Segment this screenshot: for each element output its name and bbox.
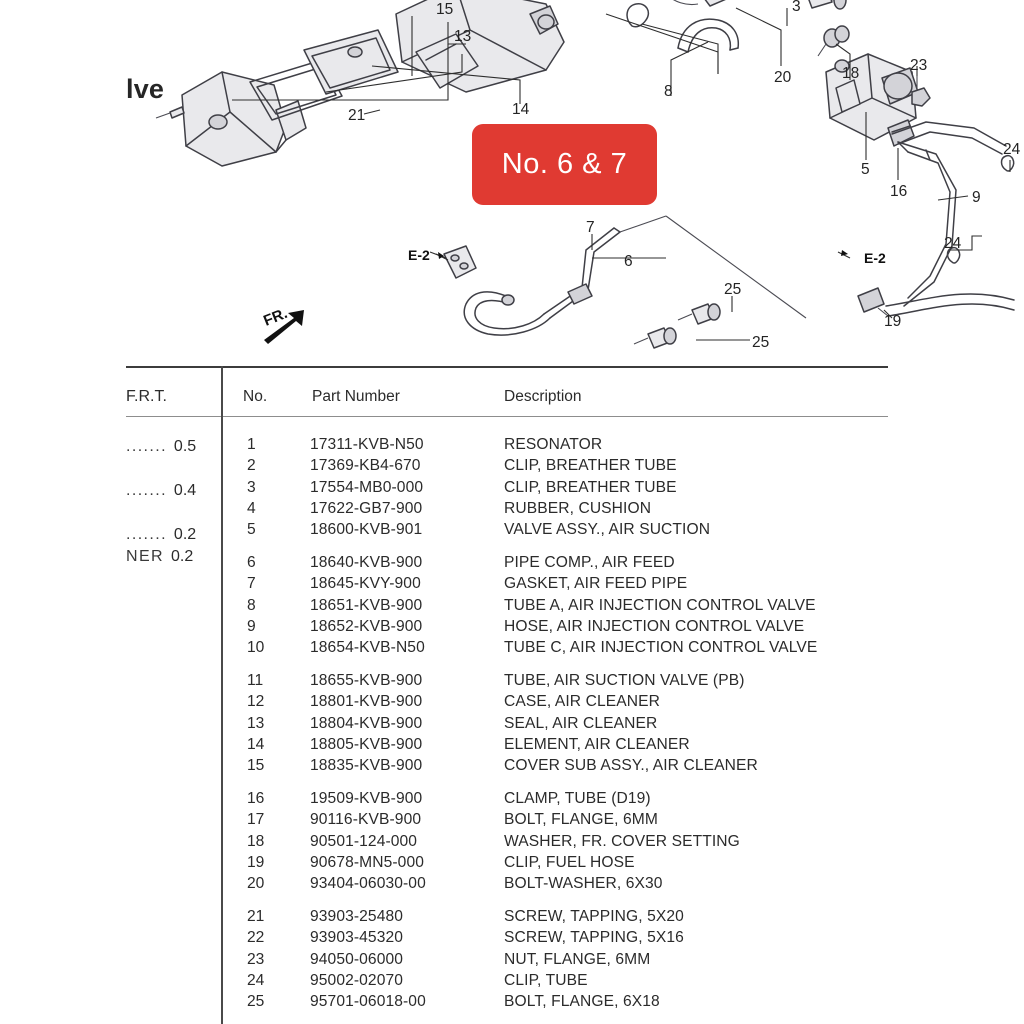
cell-part-number: 18600-KVB-901 <box>310 521 423 539</box>
cell-no: 10 <box>247 639 265 657</box>
direction-arrow-fr <box>261 305 304 344</box>
labor-time-leader: NER <box>126 548 164 565</box>
cell-no: 17 <box>247 811 265 829</box>
cell-description: CLIP, BREATHER TUBE <box>504 457 677 475</box>
table-row[interactable] <box>0 715 1024 736</box>
table-row[interactable] <box>0 500 1024 521</box>
cell-description: CLIP, BREATHER TUBE <box>504 478 677 496</box>
callout-15: 15 <box>436 1 454 18</box>
table-row[interactable] <box>0 521 1024 542</box>
callout-16: 16 <box>890 183 908 200</box>
cell-description: HOSE, AIR INJECTION CONTROL VALVE <box>504 617 805 635</box>
labor-time-leader: ....... <box>126 438 167 455</box>
callout-18: 18 <box>842 65 860 82</box>
cell-no: 11 <box>247 672 264 689</box>
cell-description: BOLT, FLANGE, 6MM <box>504 811 658 829</box>
table-header-rule <box>126 416 888 417</box>
cell-description: TUBE C, AIR INJECTION CONTROL VALVE <box>504 639 818 657</box>
table-row[interactable] <box>0 972 1024 993</box>
cell-no: 20 <box>247 875 265 893</box>
part-bolt-washer-20 <box>806 0 866 9</box>
cell-description: CLIP, TUBE <box>504 971 588 989</box>
table-row[interactable] <box>0 854 1024 875</box>
cell-description: CASE, AIR CLEANER <box>504 693 660 711</box>
callout-25-a: 25 <box>724 281 742 298</box>
svg-text:E-2: E-2 <box>408 247 430 263</box>
table-row[interactable] <box>0 479 1024 500</box>
cell-part-number: 18801-KVB-900 <box>310 693 423 711</box>
callout-14: 14 <box>512 101 530 118</box>
cell-no: 12 <box>247 693 265 711</box>
table-row[interactable] <box>0 736 1024 757</box>
table-row[interactable] <box>0 597 1024 618</box>
part-bolt-25-a <box>678 304 720 324</box>
callout-25-b: 25 <box>752 334 770 351</box>
cell-part-number: 18640-KVB-900 <box>310 554 423 571</box>
table-row[interactable] <box>0 575 1024 596</box>
cell-part-number: 18645-KVY-900 <box>310 575 421 593</box>
cell-no: 23 <box>247 950 265 968</box>
cell-part-number: 94050-06000 <box>310 950 404 968</box>
callout-9: 9 <box>972 189 981 206</box>
cell-part-number: 95701-06018-00 <box>310 993 426 1011</box>
cell-no: 24 <box>247 971 265 989</box>
cell-part-number: 18652-KVB-900 <box>310 617 423 635</box>
cell-part-number: 17369-KB4-670 <box>310 457 421 475</box>
annotation-badge <box>472 124 657 205</box>
cell-part-number: 90678-MN5-000 <box>310 853 424 871</box>
cell-no: 25 <box>247 993 265 1011</box>
table-row[interactable] <box>0 875 1024 896</box>
part-washer-18 <box>818 26 849 56</box>
cell-description: GASKET, AIR FEED PIPE <box>504 575 688 593</box>
column-header-no: No. <box>243 388 268 405</box>
labor-time-value: 0.5 <box>173 438 197 455</box>
callout-19: 19 <box>884 313 902 330</box>
cell-description: BOLT-WASHER, 6X30 <box>504 875 663 893</box>
cell-part-number: 93404-06030-00 <box>310 875 426 893</box>
cell-no: 6 <box>247 554 256 571</box>
cell-description: TUBE A, AIR INJECTION CONTROL VALVE <box>504 596 816 614</box>
part-hose-9 <box>898 142 956 306</box>
part-clip-fuel-hose-19 <box>858 288 888 316</box>
cell-no: 16 <box>247 790 265 807</box>
cell-no: 1 <box>247 436 256 453</box>
labor-time-value: 0.2 <box>173 526 197 543</box>
cell-description: CLIP, FUEL HOSE <box>504 853 635 871</box>
svg-text:FR.: FR. <box>261 304 290 330</box>
cell-no: 14 <box>247 735 265 753</box>
cell-part-number: 18835-KVB-900 <box>310 757 423 775</box>
cell-part-number: 19509-KVB-900 <box>310 790 423 807</box>
part-bolt-25-b <box>634 328 676 348</box>
table-row[interactable] <box>0 929 1024 950</box>
table-row[interactable] <box>0 908 1024 929</box>
table-row[interactable] <box>0 811 1024 832</box>
column-header-description: Description <box>504 388 582 405</box>
cell-part-number: 93903-45320 <box>310 929 404 947</box>
table-row[interactable] <box>0 993 1024 1014</box>
cell-no: 21 <box>247 908 265 925</box>
table-row[interactable] <box>0 672 1024 693</box>
cell-description: BOLT, FLANGE, 6X18 <box>504 993 660 1011</box>
cell-no: 18 <box>247 832 265 850</box>
page-title: lve <box>126 74 165 104</box>
part-element-air-cleaner <box>304 30 398 94</box>
callout-20: 20 <box>774 69 792 86</box>
labor-time-value: 0.4 <box>173 482 197 499</box>
part-resonator-assembly <box>666 0 738 6</box>
cell-no: 15 <box>247 757 265 775</box>
part-screw-21 <box>156 107 184 118</box>
cell-description: COVER SUB ASSY., AIR CLEANER <box>504 757 758 775</box>
column-header-part-number: Part Number <box>312 388 400 405</box>
table-row[interactable] <box>0 951 1024 972</box>
cell-description: RESONATOR <box>504 436 603 453</box>
table-row[interactable] <box>0 554 1024 575</box>
svg-text:E-2: E-2 <box>864 250 886 266</box>
cell-no: 3 <box>247 478 256 496</box>
cell-description: SEAL, AIR CLEANER <box>504 714 658 732</box>
labor-time-leader: ....... <box>126 526 167 543</box>
table-row[interactable] <box>0 693 1024 714</box>
cell-part-number: 18651-KVB-900 <box>310 596 423 614</box>
cell-no: 7 <box>247 575 256 593</box>
part-pipe-comp-air-feed <box>464 216 806 335</box>
table-row[interactable] <box>0 618 1024 639</box>
cell-description: CLAMP, TUBE (D19) <box>504 790 651 807</box>
cell-description: SCREW, TAPPING, 5X20 <box>504 908 684 925</box>
callout-23: 23 <box>910 57 928 74</box>
callout-6: 6 <box>624 253 633 270</box>
table-row[interactable] <box>0 639 1024 660</box>
callout-5: 5 <box>861 161 870 178</box>
cell-part-number: 93903-25480 <box>310 908 404 925</box>
cell-part-number: 18655-KVB-900 <box>310 672 423 689</box>
cell-description: ELEMENT, AIR CLEANER <box>504 735 690 753</box>
part-gasket-air-feed-pipe <box>444 246 476 278</box>
callout-3: 3 <box>792 0 801 15</box>
cell-part-number: 90501-124-000 <box>310 832 418 850</box>
cell-part-number: 17622-GB7-900 <box>310 499 423 517</box>
labor-time-value: 0.2 <box>170 548 194 565</box>
callout-7: 7 <box>586 219 595 236</box>
cell-no: 9 <box>247 617 256 635</box>
cell-part-number: 18804-KVB-900 <box>310 714 423 732</box>
cell-no: 19 <box>247 853 265 871</box>
cell-part-number: 90116-KVB-900 <box>310 811 422 829</box>
cell-description: PIPE COMP., AIR FEED <box>504 554 675 571</box>
labor-time-leader: ....... <box>126 482 167 499</box>
section-ref-e2-right <box>838 250 886 266</box>
table-row[interactable] <box>0 790 1024 811</box>
cell-description: SCREW, TAPPING, 5X16 <box>504 929 684 947</box>
cell-no: 22 <box>247 929 265 947</box>
table-row[interactable] <box>0 833 1024 854</box>
cell-description: RUBBER, CUSHION <box>504 499 652 517</box>
part-clip-3 <box>627 4 648 27</box>
callout-24-b: 24 <box>944 235 962 252</box>
cell-part-number: 18805-KVB-900 <box>310 735 423 753</box>
cell-no: 2 <box>247 457 256 475</box>
cell-no: 13 <box>247 714 265 732</box>
cell-part-number: 17311-KVB-N50 <box>310 436 424 453</box>
callout-13: 13 <box>454 28 472 45</box>
cell-description: TUBE, AIR SUCTION VALVE (PB) <box>504 672 745 689</box>
table-row[interactable] <box>0 436 1024 457</box>
cell-part-number: 17554-MB0-000 <box>310 478 424 496</box>
cell-description: VALVE ASSY., AIR SUCTION <box>504 521 711 539</box>
table-row[interactable] <box>0 757 1024 778</box>
cell-part-number: 95002-02070 <box>310 971 404 989</box>
cell-no: 5 <box>247 521 256 539</box>
cell-no: 8 <box>247 596 256 614</box>
callout-8: 8 <box>664 83 673 100</box>
table-top-rule <box>126 366 888 368</box>
cell-no: 4 <box>247 499 256 517</box>
cell-description: NUT, FLANGE, 6MM <box>504 950 651 968</box>
annotation-badge-label: No. 6 & 7 <box>501 148 628 180</box>
cell-description: WASHER, FR. COVER SETTING <box>504 832 740 850</box>
table-row[interactable] <box>0 457 1024 478</box>
section-ref-e2-left <box>408 247 448 263</box>
labor-time-header: F.R.T. <box>126 388 167 405</box>
part-air-cleaner-cover <box>182 72 306 166</box>
parts-table <box>0 366 1024 1024</box>
cell-part-number: 18654-KVB-N50 <box>310 639 425 657</box>
callout-21: 21 <box>348 107 366 124</box>
callout-24-a: 24 <box>1003 141 1021 158</box>
